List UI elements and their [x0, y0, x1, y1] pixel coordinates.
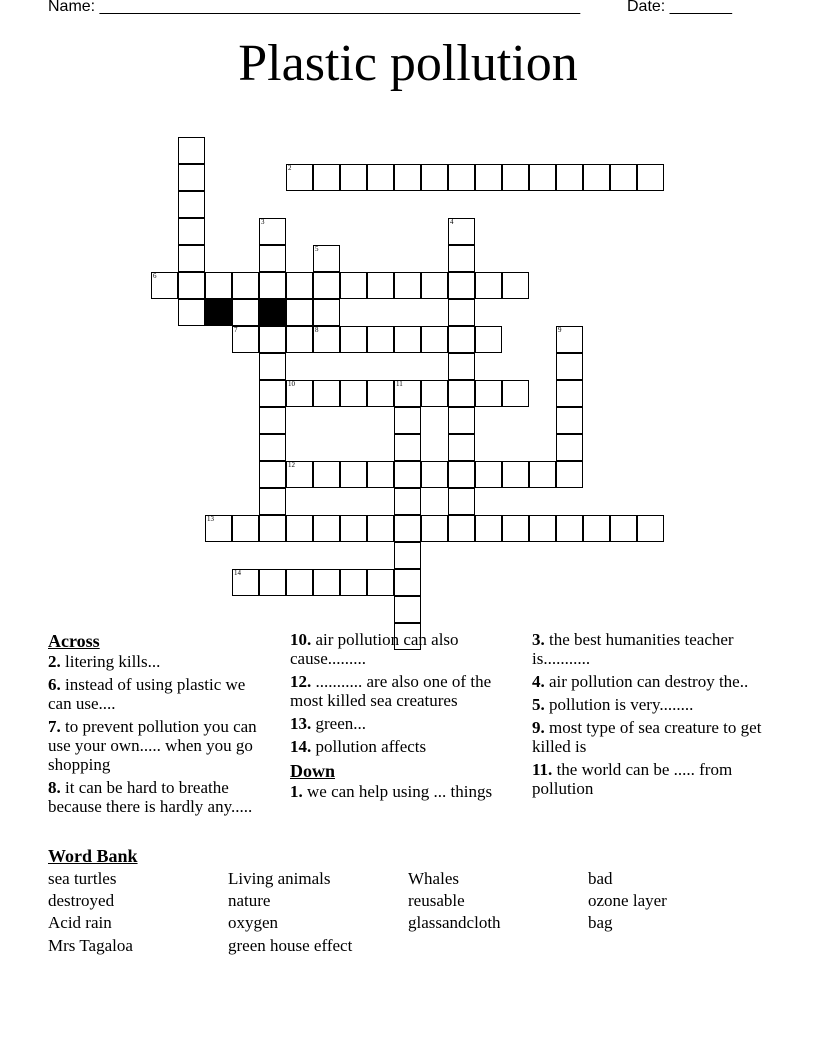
- crossword-cell[interactable]: [286, 569, 313, 596]
- crossword-cell[interactable]: [232, 515, 259, 542]
- crossword-cell[interactable]: [475, 272, 502, 299]
- clue-across-14: 14. pollution affects: [290, 737, 427, 756]
- crossword-cell[interactable]: [556, 326, 583, 353]
- clue-across-2: 2. litering kills...: [48, 652, 161, 671]
- crossword-cell[interactable]: [178, 164, 205, 191]
- crossword-cell[interactable]: [367, 380, 394, 407]
- crossword-cell[interactable]: [394, 326, 421, 353]
- word-bank-item: nature: [228, 891, 271, 910]
- clue-down-5: 5. pollution is very........: [532, 695, 694, 714]
- word-bank-item: Mrs Tagaloa: [48, 936, 133, 955]
- clue-across-12: 12. ........... are also one of the most killed sea creatures: [290, 672, 492, 710]
- crossword-cell[interactable]: [394, 164, 421, 191]
- word-bank-item: bag: [588, 913, 613, 932]
- crossword-cell[interactable]: [556, 515, 583, 542]
- crossword-cell[interactable]: [259, 434, 286, 461]
- crossword-cell[interactable]: [556, 461, 583, 488]
- crossword-cell[interactable]: [421, 272, 448, 299]
- crossword-block: [259, 299, 286, 326]
- clue-number: 2: [288, 164, 292, 172]
- clue-column-3: [532, 630, 762, 802]
- crossword-cell[interactable]: [448, 434, 475, 461]
- crossword-cell[interactable]: [475, 326, 502, 353]
- clue-number: 5: [315, 245, 319, 253]
- clue-column-1: [48, 630, 273, 820]
- crossword-cell[interactable]: [448, 245, 475, 272]
- crossword-cell[interactable]: [529, 515, 556, 542]
- crossword-cell[interactable]: [394, 488, 421, 515]
- crossword-cell[interactable]: [259, 218, 286, 245]
- crossword-cell[interactable]: [475, 515, 502, 542]
- crossword-cell[interactable]: [367, 272, 394, 299]
- crossword-cell[interactable]: [394, 380, 421, 407]
- crossword-cell[interactable]: [583, 515, 610, 542]
- clue-down-11: 11. the world can be ..... from pollution: [532, 760, 733, 798]
- crossword-cell[interactable]: [178, 272, 205, 299]
- crossword-cell[interactable]: [502, 380, 529, 407]
- crossword-block: [205, 299, 232, 326]
- crossword-cell[interactable]: [340, 569, 367, 596]
- crossword-cell[interactable]: [286, 326, 313, 353]
- crossword-cell[interactable]: [610, 515, 637, 542]
- crossword-cell[interactable]: [367, 326, 394, 353]
- crossword-cell[interactable]: [448, 218, 475, 245]
- crossword-cell[interactable]: [502, 164, 529, 191]
- crossword-cell[interactable]: [556, 380, 583, 407]
- crossword-cell[interactable]: [313, 569, 340, 596]
- crossword-cell[interactable]: [232, 272, 259, 299]
- crossword-cell[interactable]: [340, 515, 367, 542]
- word-bank-item: bad: [588, 869, 613, 888]
- clue-number: 3: [261, 218, 265, 226]
- crossword-cell[interactable]: [448, 353, 475, 380]
- crossword-cell[interactable]: [502, 461, 529, 488]
- crossword-cell[interactable]: [421, 515, 448, 542]
- crossword-cell[interactable]: [556, 434, 583, 461]
- crossword-cell[interactable]: [286, 299, 313, 326]
- word-bank-item: Living animals: [228, 869, 331, 888]
- crossword-cell[interactable]: [448, 461, 475, 488]
- crossword-cell[interactable]: [286, 515, 313, 542]
- crossword-cell[interactable]: [205, 272, 232, 299]
- crossword-cell[interactable]: [259, 488, 286, 515]
- crossword-cell[interactable]: [502, 272, 529, 299]
- clue-number: 13: [207, 515, 214, 523]
- crossword-cell[interactable]: [367, 164, 394, 191]
- crossword-cell[interactable]: [367, 569, 394, 596]
- clue-number: 7: [234, 326, 238, 334]
- crossword-cell[interactable]: [421, 380, 448, 407]
- crossword-cell[interactable]: [313, 515, 340, 542]
- crossword-cell[interactable]: [259, 245, 286, 272]
- crossword-cell[interactable]: [232, 569, 259, 596]
- crossword-cell[interactable]: [556, 407, 583, 434]
- crossword-cell[interactable]: [340, 326, 367, 353]
- clue-number: 4: [450, 218, 454, 226]
- crossword-cell[interactable]: [313, 380, 340, 407]
- crossword-cell[interactable]: [313, 326, 340, 353]
- crossword-cell[interactable]: [178, 137, 205, 164]
- crossword-cell[interactable]: [637, 164, 664, 191]
- crossword-cell[interactable]: [205, 515, 232, 542]
- crossword-cell[interactable]: [448, 326, 475, 353]
- crossword-cell[interactable]: [151, 272, 178, 299]
- crossword-cell[interactable]: [259, 353, 286, 380]
- crossword-cell[interactable]: [475, 461, 502, 488]
- clue-across-13: 13. green...: [290, 714, 367, 733]
- crossword-cell[interactable]: [367, 461, 394, 488]
- clue-number: 8: [315, 326, 319, 334]
- crossword-cell[interactable]: [610, 164, 637, 191]
- crossword-cell[interactable]: [448, 299, 475, 326]
- crossword-cell[interactable]: [394, 569, 421, 596]
- crossword-cell[interactable]: [637, 515, 664, 542]
- crossword-cell[interactable]: [529, 164, 556, 191]
- crossword-cell[interactable]: [286, 380, 313, 407]
- crossword-cell[interactable]: [475, 164, 502, 191]
- crossword-cell[interactable]: [259, 569, 286, 596]
- crossword-cell[interactable]: [394, 542, 421, 569]
- crossword-cell[interactable]: [394, 434, 421, 461]
- crossword-cell[interactable]: [178, 299, 205, 326]
- crossword-cell[interactable]: [583, 164, 610, 191]
- crossword-cell[interactable]: [178, 245, 205, 272]
- clue-across-10: 10. air pollution can also cause.........: [290, 630, 459, 668]
- crossword-cell[interactable]: [448, 488, 475, 515]
- crossword-cell[interactable]: [313, 245, 340, 272]
- crossword-cell[interactable]: [340, 380, 367, 407]
- crossword-cell[interactable]: [475, 380, 502, 407]
- crossword-cell[interactable]: [394, 272, 421, 299]
- clue-across-8: 8. it can be hard to breathe because there is hardly any.....: [48, 778, 253, 816]
- clue-across-6: 6. instead of using plastic we can use....: [48, 675, 246, 713]
- crossword-cell[interactable]: [313, 164, 340, 191]
- clue-down-1: 1. we can help using ... things: [290, 782, 493, 801]
- page-title: Plastic pollution: [238, 35, 578, 92]
- word-bank-item: sea turtles: [48, 869, 117, 888]
- crossword-cell[interactable]: [259, 515, 286, 542]
- crossword-cell[interactable]: [313, 272, 340, 299]
- crossword-cell[interactable]: [313, 461, 340, 488]
- clue-number: 12: [288, 461, 295, 469]
- crossword-cell[interactable]: [421, 326, 448, 353]
- down-heading: Down: [290, 761, 336, 781]
- crossword-cell[interactable]: [259, 272, 286, 299]
- clue-column-2: [290, 630, 515, 805]
- clue-number: 9: [558, 326, 562, 334]
- word-bank-item: glassandcloth: [408, 913, 501, 932]
- crossword-cell[interactable]: [448, 272, 475, 299]
- crossword-cell[interactable]: [286, 272, 313, 299]
- across-heading: Across: [48, 631, 100, 651]
- crossword-cell[interactable]: [448, 407, 475, 434]
- clue-down-3: 3. the best humanities teacher is...........: [532, 630, 734, 668]
- crossword-cell[interactable]: [340, 164, 367, 191]
- clue-down-4: 4. air pollution can destroy the..: [532, 672, 749, 691]
- clue-across-7: 7. to prevent pollution you can use your own..... when you go shopping: [48, 717, 257, 774]
- crossword-cell[interactable]: [502, 515, 529, 542]
- date-field[interactable]: Date: _______: [627, 0, 732, 15]
- crossword-cell[interactable]: [556, 353, 583, 380]
- word-bank-item: oxygen: [228, 913, 279, 932]
- crossword-cell[interactable]: [286, 164, 313, 191]
- crossword-cell[interactable]: [232, 326, 259, 353]
- crossword-cell[interactable]: [448, 515, 475, 542]
- clue-down-9: 9. most type of sea creature to get killed is: [532, 718, 762, 756]
- crossword-cell[interactable]: [178, 191, 205, 218]
- word-bank-item: reusable: [408, 891, 465, 910]
- crossword-cell[interactable]: [259, 461, 286, 488]
- word-bank-heading: Word Bank: [48, 846, 138, 866]
- crossword-cell[interactable]: [421, 461, 448, 488]
- crossword-cell[interactable]: [394, 461, 421, 488]
- word-bank-item: Acid rain: [48, 913, 112, 932]
- crossword-cell[interactable]: [340, 461, 367, 488]
- crossword-cell[interactable]: [448, 164, 475, 191]
- clue-number: 6: [153, 272, 157, 280]
- crossword-cell[interactable]: [259, 407, 286, 434]
- clue-number: 10: [288, 380, 295, 388]
- clue-number: 11: [396, 380, 403, 388]
- crossword-cell[interactable]: [367, 515, 394, 542]
- word-bank-item: ozone layer: [588, 891, 667, 910]
- crossword-cell[interactable]: [394, 515, 421, 542]
- crossword-cell[interactable]: [340, 272, 367, 299]
- crossword-cell[interactable]: [259, 380, 286, 407]
- crossword-cell[interactable]: [394, 407, 421, 434]
- crossword-cell[interactable]: [394, 596, 421, 623]
- crossword-cell[interactable]: [259, 326, 286, 353]
- crossword-cell[interactable]: [529, 461, 556, 488]
- crossword-cell[interactable]: [232, 299, 259, 326]
- crossword-cell[interactable]: [178, 218, 205, 245]
- crossword-cell[interactable]: [421, 164, 448, 191]
- crossword-cell[interactable]: [556, 164, 583, 191]
- word-bank-item: green house effect: [228, 936, 353, 955]
- word-bank-item: Whales: [408, 869, 459, 888]
- word-bank-item: destroyed: [48, 891, 115, 910]
- crossword-cell[interactable]: [286, 461, 313, 488]
- crossword-cell[interactable]: [448, 380, 475, 407]
- name-field[interactable]: Name: ______________________________________________________: [48, 0, 581, 15]
- crossword-cell[interactable]: [313, 299, 340, 326]
- clue-number: 14: [234, 569, 241, 577]
